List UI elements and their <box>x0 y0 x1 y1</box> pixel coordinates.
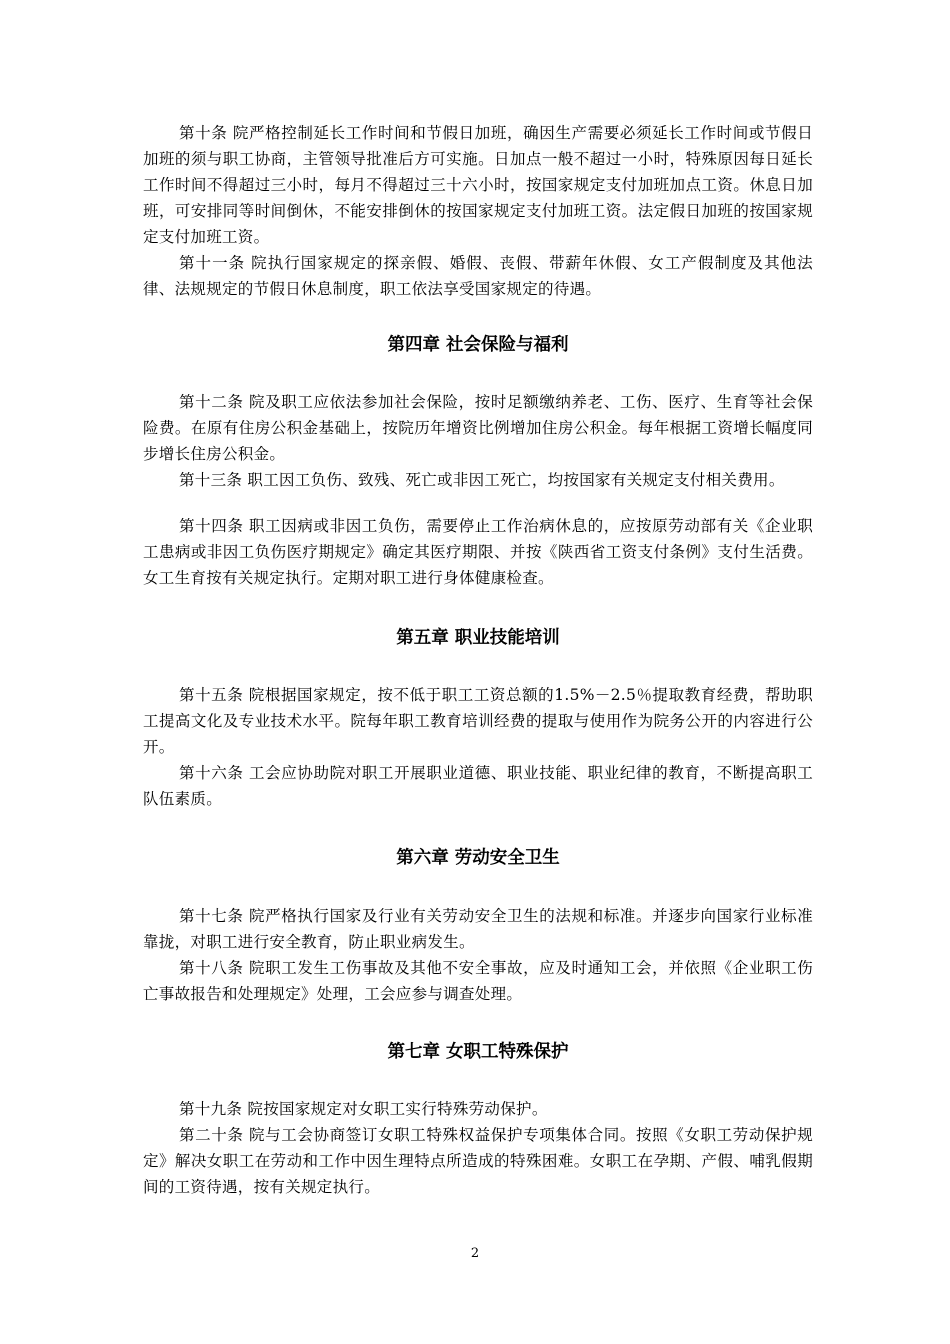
article-19: 第十九条 院按国家规定对女职工实行特殊劳动保护。 <box>179 1100 548 1118</box>
chapter-5-body <box>143 682 813 812</box>
page-number: 2 <box>470 1246 480 1261</box>
article-18: 第十八条 院职工发生工伤事故及其他不安全事故，应及时通知工会，并依照《企业职工伤亡事故报告和处理规定》处理，工会应参与调查处理。 <box>143 959 813 1003</box>
chapter-6-body <box>143 903 813 1007</box>
article-17: 第十七条 院严格执行国家及行业有关劳动安全卫生的法规和标准。并逐步向国家行业标准靠拢，对职工进行安全教育，防止职业病发生。 <box>143 907 813 951</box>
section-chapter3-continued <box>143 120 813 302</box>
section-chapter6 <box>143 845 813 871</box>
section-chapter4 <box>143 332 813 358</box>
article-15: 第十五条 院根据国家规定，按不低于职工工资总额的1.5%－2.5％提取教育经费，帮助职工提高文化及专业技术水平。院每年职工教育培训经费的提取与使用作为院务公开的内容进行公开。 <box>143 686 813 756</box>
chapter-7-body <box>143 1096 813 1200</box>
article-16: 第十六条 工会应协助院对职工开展职业道德、职业技能、职业纪律的教育，不断提高职工队伍素质。 <box>143 764 813 808</box>
chapter-4-heading: 第四章 社会保险与福利 <box>387 335 569 355</box>
chapter-4-body <box>143 389 813 591</box>
section-chapter7 <box>143 1039 813 1065</box>
article-14: 第十四条 职工因病或非因工负伤，需要停止工作治病休息的，应按原劳动部有关《企业职工患病或非因工负伤医疗期规定》确定其医疗期限、并按《陕西省工资支付条例》支付生活费。女工生育按有关规定执行。定期对职工进行身体健康检查。 <box>143 517 813 587</box>
article-12: 第十二条 院及职工应依法参加社会保险，按时足额缴纳养老、工伤、医疗、生育等社会保险费。在原有住房公积金基础上，按院历年增资比例增加住房公积金。每年根据工资增长幅度同步增长住房公积金。 <box>143 393 813 463</box>
article-13: 第十三条 职工因工负伤、致残、死亡或非因工死亡，均按国家有关规定支付相关费用。 <box>179 471 785 489</box>
article-10: 第十条 院严格控制延长工作时间和节假日加班，确因生产需要必须延长工作时间或节假日加班的须与职工协商，主管领导批准后方可实施。日加点一般不超过一小时，特殊原因每日延长工作时间不得超过三小时，每月不得超过三十六小时，按国家规定支付加班加点工资。休息日加班，可安排同等时间倒休，不能安排倒休的按国家规定支付加班工资。法定假日加班的按国家规定支付加班工资。 <box>143 124 813 246</box>
chapter-7-heading: 第七章 女职工特殊保护 <box>387 1042 569 1062</box>
section-chapter5 <box>143 625 813 651</box>
chapter-6-heading: 第六章 劳动安全卫生 <box>396 848 560 868</box>
article-20: 第二十条 院与工会协商签订女职工特殊权益保护专项集体合同。按照《女职工劳动保护规定》解决女职工在劳动和工作中因生理特点所造成的特殊困难。女职工在孕期、产假、哺乳假期间的工资待遇，按有关规定执行。 <box>143 1126 813 1196</box>
chapter-5-heading: 第五章 职业技能培训 <box>396 628 560 648</box>
article-11: 第十一条 院执行国家规定的探亲假、婚假、丧假、带薪年休假、女工产假制度及其他法律、法规规定的节假日休息制度，职工依法享受国家规定的待遇。 <box>143 254 813 298</box>
